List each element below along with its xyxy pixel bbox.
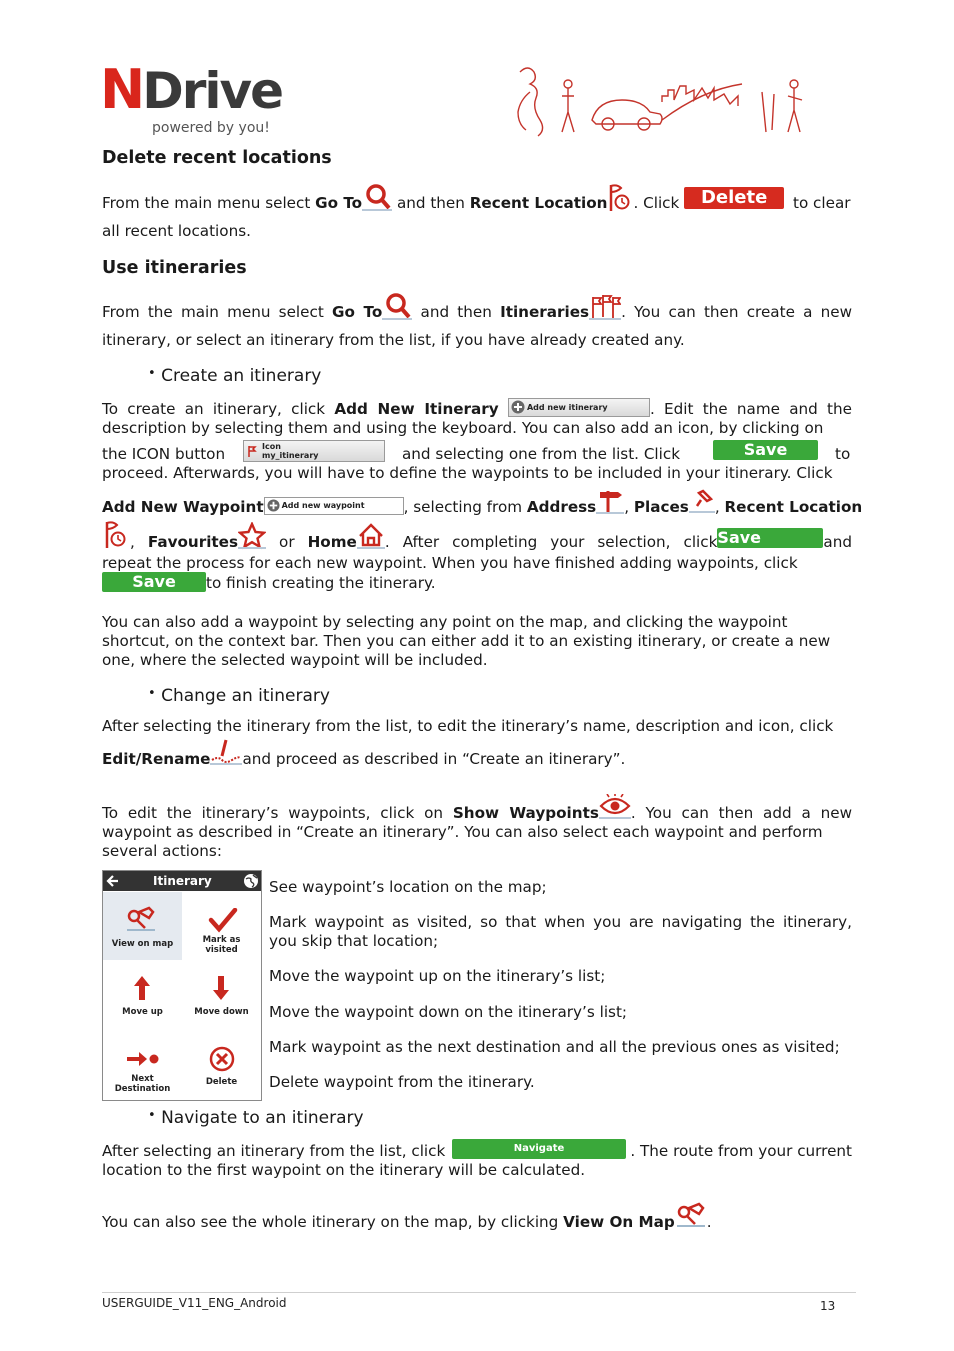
bullet-create: • Create an itinerary — [148, 366, 322, 386]
itin-text-a: From the main menu select — [102, 303, 332, 321]
plus-icon — [511, 400, 525, 414]
navigate-text-a: After selecting an itinerary from the list, click — [102, 1142, 446, 1160]
itineraries-flags-icon — [589, 293, 621, 321]
favourites-star-icon — [238, 522, 266, 550]
move-down-cell[interactable] — [182, 960, 261, 1028]
create-text-to: to — [835, 445, 851, 463]
itinerary-icon — [246, 444, 260, 458]
recent-location-label: Recent Location — [469, 194, 608, 212]
go-to-label: Go To — [315, 194, 363, 212]
add-new-waypoint-label: Add New Waypoint — [102, 498, 264, 516]
home-label: Home — [307, 533, 357, 551]
itineraries-label: Itineraries — [500, 303, 590, 321]
create-line5 — [102, 498, 863, 517]
check-icon — [208, 908, 238, 934]
edit-rename-label: Edit/Rename — [102, 750, 211, 768]
save-button-3[interactable]: Save — [102, 572, 206, 592]
arrow-down-icon — [212, 974, 230, 1002]
create-p2-line2: shortcut, on the context bar. Then you can either add it to an existing itinerary, or create a new — [102, 632, 831, 650]
add-new-waypoint-button-label: Add new waypoint — [281, 500, 365, 510]
eye-icon — [599, 794, 631, 820]
create-p2-line3: one, where the selected waypoint will be included. — [102, 651, 488, 669]
next-destination-cell[interactable] — [103, 1028, 182, 1099]
plus-icon — [267, 499, 280, 512]
globe-icon[interactable] — [243, 873, 259, 889]
create-finish-text: to finish creating the itinerary. — [206, 574, 436, 592]
create-line8 — [102, 571, 436, 593]
icon-button-line1: Icon — [262, 442, 281, 451]
itin-text-c: . You can then create a new — [621, 303, 853, 321]
recent-location-label-2: Recent Location — [724, 498, 863, 516]
change-rest: and proceed as described in “Create an itinerary”. — [242, 750, 626, 768]
add-new-itinerary-button[interactable] — [508, 398, 650, 417]
next-destination-label: Next Destination — [114, 1074, 171, 1094]
next-destination-icon — [125, 1050, 159, 1068]
create-text-select: and selecting one from the list. Click — [402, 445, 681, 463]
show-waypoints-label: Show Waypoints — [452, 804, 599, 822]
back-arrow-icon[interactable] — [106, 874, 120, 888]
bullet-navigate-label: Navigate to an itinerary — [161, 1108, 364, 1128]
delete-x-icon — [209, 1046, 235, 1072]
create-text-b: . Edit the name and the — [649, 400, 852, 418]
delete-waypoint-cell[interactable] — [182, 1028, 261, 1099]
view-on-map-cell[interactable] — [103, 892, 182, 960]
view-on-map-icon — [675, 1202, 707, 1230]
create-p2-line1: You can also add a waypoint by selecting any point on the map, and clicking the waypoint — [102, 613, 788, 631]
icon-button[interactable] — [243, 440, 385, 462]
panel-header — [103, 871, 261, 891]
change-line1: After selecting the itinerary from the list, to edit the itinerary’s name, description and icon, click — [102, 717, 834, 735]
action-mark-visited-line2: you skip that location; — [269, 932, 439, 950]
logo-word-drive: Drive — [142, 62, 283, 120]
change-line2 — [102, 750, 625, 769]
delete-paragraph — [102, 186, 854, 213]
edit-pencil-icon — [210, 738, 242, 766]
delete-button[interactable]: Delete — [684, 187, 784, 209]
create-or: or — [266, 533, 308, 551]
navigate-p2-a: You can also see the whole itinerary on the map, by clicking — [102, 1213, 564, 1231]
places-label: Places — [633, 498, 689, 516]
section-title-itineraries: Use itineraries — [102, 258, 247, 278]
panel-title: Itinerary — [153, 874, 212, 888]
create-line7: repeat the process for each new waypoint. When you have finished adding waypoints, click — [102, 554, 798, 572]
save-button[interactable]: Save — [713, 440, 818, 460]
change-p2-line1 — [102, 804, 852, 823]
change-p2-line2: waypoint as described in “Create an itinerary”. You can also select each waypoint and perform — [102, 823, 823, 841]
create-line4: proceed. Afterwards, you will have to define the waypoints to be included in your itinerary. Click — [102, 464, 833, 482]
navigate-p2 — [102, 1213, 712, 1232]
logo — [100, 58, 283, 140]
action-move-up: Move the waypoint up on the itinerary’s list; — [269, 967, 606, 985]
view-on-map-icon — [125, 906, 157, 934]
section-title-delete: Delete recent locations — [102, 148, 332, 168]
navigate-p2-b: . — [706, 1213, 712, 1231]
itinerary-waypoint-panel — [102, 870, 262, 1101]
action-view-on-map: See waypoint’s location on the map; — [269, 878, 547, 896]
create-text-icon-button: the ICON button — [102, 445, 226, 463]
create-line2: description by selecting them and using the keyboard. You can also add an icon, by clicking on — [102, 419, 824, 437]
navigate-text-b: . The route from your current — [630, 1142, 852, 1160]
delete-text-c: . Click — [633, 194, 685, 212]
delete-text-a: From the main menu select — [102, 194, 316, 212]
logo-tagline: powered by you! — [152, 120, 270, 136]
mark-visited-cell[interactable] — [182, 892, 261, 960]
footer-page-number: 13 — [820, 1299, 836, 1313]
create-and: and — [823, 533, 852, 551]
icon-button-line2: my_itinerary — [262, 451, 319, 460]
delete-waypoint-label: Delete — [205, 1077, 238, 1087]
create-text-a: To create an itinerary, click — [102, 400, 335, 418]
add-new-itinerary-button-label: Add new itinerary — [526, 403, 608, 412]
delete-text-d: to clear — [788, 194, 851, 212]
add-new-itinerary-label: Add New Itinerary — [334, 400, 499, 418]
create-after: . After completing your selection, click — [384, 533, 718, 551]
places-pin-icon — [689, 488, 715, 514]
address-label: Address — [526, 498, 597, 516]
action-delete: Delete waypoint from the itinerary. — [269, 1073, 535, 1091]
create-line1 — [102, 400, 852, 419]
home-icon — [357, 522, 385, 550]
action-next-destination: Mark waypoint as the next destination and all the previous ones as visited; — [269, 1038, 840, 1056]
itin-text-b: and then — [412, 303, 501, 321]
recent-location-icon — [607, 183, 633, 213]
action-move-down: Move the waypoint down on the itinerary’s list; — [269, 1003, 628, 1021]
move-down-label: Move down — [194, 1007, 249, 1017]
view-on-map-label: View on map — [111, 939, 174, 949]
bullet-create-label: Create an itinerary — [161, 366, 322, 386]
recent-location-icon — [102, 520, 130, 550]
create-line6 — [102, 527, 852, 552]
bullet-change: • Change an itinerary — [148, 686, 330, 706]
bullet-navigate: • Navigate to an itinerary — [148, 1108, 364, 1128]
address-signpost-icon — [596, 487, 624, 515]
navigate-line2: location to the first waypoint on the itinerary will be calculated. — [102, 1161, 586, 1179]
navigate-button[interactable]: Navigate — [452, 1139, 626, 1159]
move-up-cell[interactable] — [103, 960, 182, 1028]
delete-text-b: and then — [392, 194, 470, 212]
delete-paragraph-line2: all recent locations. — [102, 222, 251, 240]
mark-visited-label: Mark as visited — [202, 935, 241, 955]
change-p2-line3: several actions: — [102, 842, 222, 860]
change-p2-b: . You can then add a new — [630, 804, 852, 822]
footer-doc-id: USERGUIDE_V11_ENG_Android — [102, 1296, 287, 1310]
search-icon — [382, 291, 412, 321]
save-button-2[interactable]: Save — [717, 528, 823, 548]
view-on-map-label-text: View On Map — [563, 1213, 675, 1231]
create-sep-3: , — [130, 533, 148, 551]
favourites-label: Favourites — [147, 533, 239, 551]
create-sep-1: , — [624, 498, 634, 516]
create-line3 — [102, 440, 852, 466]
create-text-selecting: , selecting from — [403, 498, 527, 516]
arrow-up-icon — [133, 974, 151, 1002]
change-p2-a: To edit the itinerary’s waypoints, click on — [102, 804, 453, 822]
search-icon — [362, 182, 392, 212]
create-sep-2: , — [714, 498, 725, 516]
itin-paragraph-line2: itinerary, or select an itinerary from the list, if you have already created any. — [102, 331, 685, 349]
go-to-label-2: Go To — [332, 303, 383, 321]
move-up-label: Move up — [122, 1007, 163, 1017]
logo-letter-n: N — [100, 58, 143, 121]
add-new-waypoint-button[interactable] — [264, 497, 404, 515]
footer-rule — [102, 1292, 856, 1293]
bullet-change-label: Change an itinerary — [161, 686, 330, 706]
itin-paragraph-line1 — [102, 303, 852, 322]
action-mark-visited-line1: Mark waypoint as visited, so that when you are navigating the itinerary, — [269, 913, 852, 931]
header-illustration — [512, 62, 822, 140]
